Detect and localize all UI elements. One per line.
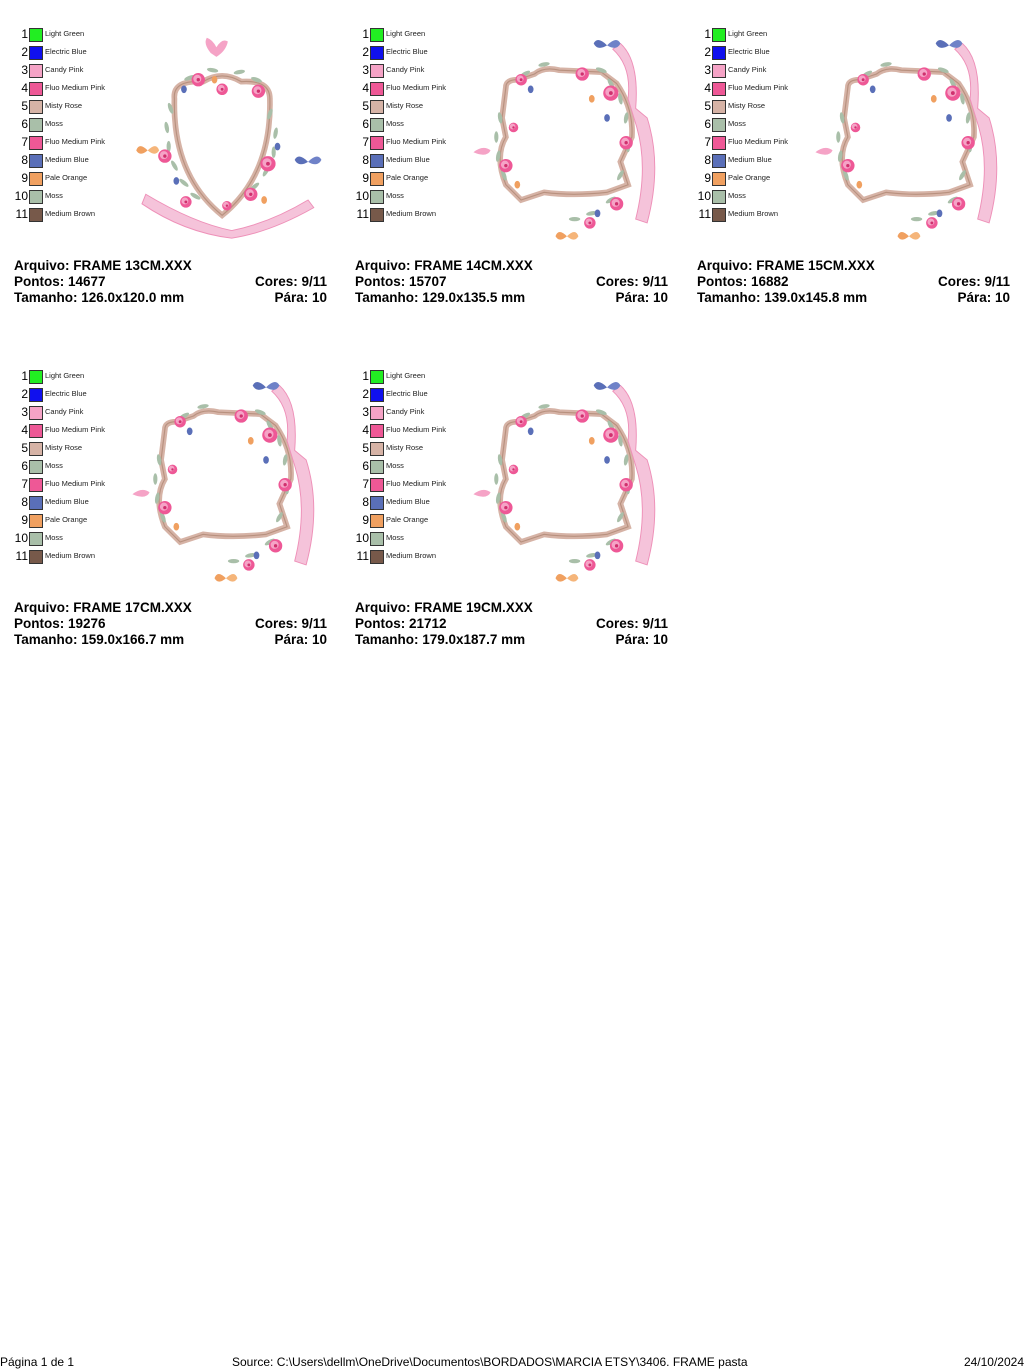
color-swatch (370, 514, 384, 528)
stop-count: Pára: 10 (274, 290, 327, 305)
palette-number: 5 (362, 441, 369, 455)
thread-color-name: Fluo Medium Pink (45, 137, 106, 146)
palette-entry (14, 404, 124, 422)
palette-number: 9 (362, 513, 369, 527)
embroidery-preview (463, 374, 669, 584)
color-count: Cores: 9/11 (254, 616, 327, 631)
thread-color-name: Electric Blue (386, 389, 428, 398)
palette-number: 11 (698, 207, 711, 221)
thread-color-name: Misty Rose (386, 101, 424, 110)
palette-number: 5 (21, 99, 28, 113)
palette-number: 8 (21, 495, 28, 509)
color-swatch (29, 478, 43, 492)
palette-number: 7 (362, 477, 369, 491)
color-swatch (712, 82, 726, 96)
palette-number: 2 (21, 387, 28, 401)
color-swatch (370, 460, 384, 474)
thread-color-name: Misty Rose (45, 443, 83, 452)
stitch-count: Pontos: 21712 (355, 616, 447, 631)
design-card (14, 26, 330, 316)
thread-color-name: Fluo Medium Pink (45, 425, 106, 434)
color-swatch (29, 82, 43, 96)
palette-number: 1 (362, 369, 369, 383)
thread-color-name: Moss (45, 533, 63, 542)
thread-color-name: Fluo Medium Pink (45, 83, 106, 92)
thread-color-name: Fluo Medium Pink (45, 479, 106, 488)
color-swatch (29, 190, 43, 204)
thread-color-name: Fluo Medium Pink (386, 479, 447, 488)
palette-number: 10 (355, 531, 369, 545)
thread-color-name: Medium Blue (386, 497, 430, 506)
color-swatch (29, 118, 43, 132)
thread-color-name: Light Green (386, 371, 426, 380)
palette-entry (697, 170, 807, 188)
palette-entry (14, 512, 124, 530)
thread-color-name: Medium Brown (45, 551, 96, 560)
color-swatch (370, 550, 384, 564)
color-swatch (29, 424, 43, 438)
thread-color-name: Light Green (45, 29, 85, 38)
palette-number: 1 (704, 27, 711, 41)
palette-number: 8 (362, 153, 369, 167)
thread-color-name: Electric Blue (386, 47, 428, 56)
design-info (355, 600, 668, 648)
thread-color-name: Electric Blue (728, 47, 770, 56)
palette-number: 8 (362, 495, 369, 509)
design-card (697, 26, 1013, 316)
embroidery-preview (463, 32, 669, 242)
palette-entry (14, 386, 124, 404)
palette-entry (697, 152, 807, 170)
source-path: Source: C:\Users\dellm\OneDrive\Documentos\BORDADOS\MARCIA ETSY\3406. FRAME pasta (232, 1355, 748, 1369)
palette-number: 4 (362, 423, 369, 437)
palette-entry (355, 512, 465, 530)
palette-entry (14, 530, 124, 548)
palette-number: 4 (704, 81, 711, 95)
thread-color-name: Moss (45, 461, 63, 470)
thread-color-name: Medium Brown (45, 209, 96, 218)
thread-color-name: Medium Blue (386, 155, 430, 164)
thread-color-name: Moss (386, 461, 404, 470)
design-size: Tamanho: 179.0x187.7 mm (355, 632, 526, 647)
stitch-count: Pontos: 15707 (355, 274, 447, 289)
color-swatch (29, 388, 43, 402)
palette-entry (14, 206, 124, 224)
palette-entry (14, 458, 124, 476)
design-card (355, 26, 671, 316)
palette-entry (14, 116, 124, 134)
palette-number: 2 (21, 45, 28, 59)
color-swatch (29, 532, 43, 546)
palette-number: 4 (362, 81, 369, 95)
thread-color-name: Medium Brown (386, 551, 437, 560)
palette-entry (14, 152, 124, 170)
palette-number: 3 (21, 405, 28, 419)
palette-number: 11 (356, 207, 369, 221)
palette-entry (355, 134, 465, 152)
color-swatch (370, 46, 384, 60)
palette-entry (14, 440, 124, 458)
embroidery-preview (122, 374, 328, 584)
thread-color-name: Candy Pink (386, 407, 425, 416)
color-count: Cores: 9/11 (595, 616, 668, 631)
thread-color-name: Pale Orange (728, 173, 771, 182)
color-swatch (712, 100, 726, 114)
thread-color-name: Fluo Medium Pink (728, 137, 789, 146)
file-name: Arquivo: FRAME 17CM.XXX (14, 600, 192, 615)
palette-number: 9 (21, 513, 28, 527)
thread-color-name: Fluo Medium Pink (386, 425, 447, 434)
color-swatch (370, 532, 384, 546)
color-swatch (712, 46, 726, 60)
color-swatch (370, 478, 384, 492)
thread-color-name: Candy Pink (45, 407, 84, 416)
color-swatch (29, 514, 43, 528)
palette-entry (697, 98, 807, 116)
thread-color-name: Medium Blue (728, 155, 772, 164)
palette-number: 2 (362, 45, 369, 59)
color-swatch (29, 46, 43, 60)
palette-entry (355, 62, 465, 80)
palette-entry (14, 44, 124, 62)
design-size: Tamanho: 139.0x145.8 mm (697, 290, 868, 305)
palette-number: 5 (704, 99, 711, 113)
color-swatch (712, 172, 726, 186)
color-swatch (370, 190, 384, 204)
palette-number: 1 (362, 27, 369, 41)
palette-number: 6 (21, 117, 28, 131)
palette-number: 2 (362, 387, 369, 401)
palette-number: 8 (704, 153, 711, 167)
palette-entry (355, 422, 465, 440)
palette-entry (697, 26, 807, 44)
palette-number: 3 (704, 63, 711, 77)
palette-number: 6 (704, 117, 711, 131)
color-count: Cores: 9/11 (595, 274, 668, 289)
palette-entry (697, 134, 807, 152)
stop-count: Pára: 10 (615, 290, 668, 305)
stop-count: Pára: 10 (957, 290, 1010, 305)
palette-entry (697, 116, 807, 134)
design-card (355, 368, 671, 658)
design-info (14, 600, 327, 648)
palette-entry (14, 476, 124, 494)
color-swatch (370, 424, 384, 438)
palette-number: 10 (697, 189, 711, 203)
color-count: Cores: 9/11 (254, 274, 327, 289)
thread-color-name: Moss (45, 119, 63, 128)
palette-number: 5 (362, 99, 369, 113)
palette-entry (355, 476, 465, 494)
palette-entry (14, 188, 124, 206)
palette-entry (355, 404, 465, 422)
color-swatch (370, 172, 384, 186)
palette-entry (14, 548, 124, 566)
color-swatch (29, 100, 43, 114)
palette-entry (355, 116, 465, 134)
palette-number: 2 (704, 45, 711, 59)
palette-entry (697, 44, 807, 62)
palette-number: 4 (21, 423, 28, 437)
palette-entry (355, 440, 465, 458)
palette-number: 3 (362, 405, 369, 419)
palette-entry (14, 494, 124, 512)
palette-entry (697, 188, 807, 206)
color-swatch (29, 136, 43, 150)
stop-count: Pára: 10 (274, 632, 327, 647)
color-swatch (29, 550, 43, 564)
thread-color-name: Moss (386, 119, 404, 128)
palette-entry (697, 62, 807, 80)
palette-entry (14, 80, 124, 98)
thread-color-name: Fluo Medium Pink (728, 83, 789, 92)
thread-color-name: Fluo Medium Pink (386, 83, 447, 92)
color-swatch (370, 100, 384, 114)
color-count: Cores: 9/11 (937, 274, 1010, 289)
thread-color-name: Light Green (728, 29, 768, 38)
palette-entry (355, 368, 465, 386)
color-swatch (370, 442, 384, 456)
color-swatch (712, 118, 726, 132)
palette-entry (355, 26, 465, 44)
color-swatch (370, 118, 384, 132)
palette-entry (14, 98, 124, 116)
thread-color-name: Pale Orange (386, 515, 429, 524)
thread-color-name: Light Green (45, 371, 85, 380)
color-swatch (29, 496, 43, 510)
palette-number: 8 (21, 153, 28, 167)
design-info (697, 258, 1010, 306)
stitch-count: Pontos: 16882 (697, 274, 789, 289)
color-swatch (370, 496, 384, 510)
design-size: Tamanho: 159.0x166.7 mm (14, 632, 185, 647)
color-swatch (370, 64, 384, 78)
palette-entry (14, 170, 124, 188)
palette-entry (697, 206, 807, 224)
color-swatch (29, 406, 43, 420)
palette-number: 11 (15, 549, 28, 563)
color-swatch (29, 442, 43, 456)
palette-entry (355, 98, 465, 116)
file-name: Arquivo: FRAME 14CM.XXX (355, 258, 533, 273)
color-swatch (712, 28, 726, 42)
color-swatch (712, 190, 726, 204)
file-name: Arquivo: FRAME 19CM.XXX (355, 600, 533, 615)
palette-entry (697, 80, 807, 98)
color-swatch (29, 28, 43, 42)
thread-color-name: Pale Orange (45, 173, 88, 182)
color-swatch (370, 136, 384, 150)
design-size: Tamanho: 129.0x135.5 mm (355, 290, 526, 305)
stitch-count: Pontos: 14677 (14, 274, 106, 289)
palette-number: 7 (362, 135, 369, 149)
color-swatch (370, 370, 384, 384)
color-swatch (370, 82, 384, 96)
thread-color-name: Medium Brown (728, 209, 779, 218)
palette-entry (14, 26, 124, 44)
color-swatch (370, 208, 384, 222)
thread-color-name: Medium Blue (45, 497, 89, 506)
thread-color-name: Light Green (386, 29, 426, 38)
palette-number: 7 (21, 477, 28, 491)
palette-number: 4 (21, 81, 28, 95)
palette-number: 11 (15, 207, 28, 221)
color-swatch (29, 154, 43, 168)
thread-color-name: Candy Pink (386, 65, 425, 74)
stop-count: Pára: 10 (615, 632, 668, 647)
palette-entry (355, 80, 465, 98)
color-swatch (370, 154, 384, 168)
color-swatch (370, 28, 384, 42)
thread-color-name: Pale Orange (386, 173, 429, 182)
palette-number: 7 (704, 135, 711, 149)
color-swatch (29, 460, 43, 474)
palette-number: 5 (21, 441, 28, 455)
color-swatch (370, 406, 384, 420)
palette-number: 3 (362, 63, 369, 77)
color-swatch (712, 136, 726, 150)
thread-color-name: Medium Brown (386, 209, 437, 218)
design-info (14, 258, 327, 306)
color-swatch (29, 172, 43, 186)
palette-number: 10 (355, 189, 369, 203)
palette-entry (14, 368, 124, 386)
palette-number: 11 (356, 549, 369, 563)
palette-number: 6 (362, 117, 369, 131)
palette-number: 9 (704, 171, 711, 185)
thread-color-name: Misty Rose (386, 443, 424, 452)
color-swatch (29, 208, 43, 222)
embroidery-preview (122, 32, 328, 242)
palette-number: 10 (14, 189, 28, 203)
color-swatch (370, 388, 384, 402)
color-swatch (712, 154, 726, 168)
palette-entry (14, 422, 124, 440)
thread-color-name: Moss (728, 119, 746, 128)
thread-color-name: Pale Orange (45, 515, 88, 524)
palette-number: 3 (21, 63, 28, 77)
palette-number: 7 (21, 135, 28, 149)
thread-color-name: Candy Pink (45, 65, 84, 74)
thread-color-name: Moss (386, 191, 404, 200)
palette-entry (14, 134, 124, 152)
color-swatch (712, 64, 726, 78)
palette-entry (355, 188, 465, 206)
palette-number: 1 (21, 27, 28, 41)
design-card (14, 368, 330, 658)
print-date: 24/10/2024 (963, 1355, 1024, 1369)
thread-color-name: Moss (45, 191, 63, 200)
thread-color-name: Medium Blue (45, 155, 89, 164)
palette-entry (355, 152, 465, 170)
thread-color-name: Electric Blue (45, 389, 87, 398)
palette-entry (355, 494, 465, 512)
palette-entry (355, 206, 465, 224)
palette-entry (355, 548, 465, 566)
page-number: Página 1 de 1 (0, 1355, 75, 1369)
thread-color-name: Moss (386, 533, 404, 542)
palette-number: 1 (21, 369, 28, 383)
palette-entry (355, 530, 465, 548)
thread-color-name: Electric Blue (45, 47, 87, 56)
palette-entry (355, 44, 465, 62)
palette-number: 9 (21, 171, 28, 185)
thread-color-name: Misty Rose (45, 101, 83, 110)
thread-color-name: Fluo Medium Pink (386, 137, 447, 146)
palette-entry (355, 386, 465, 404)
design-size: Tamanho: 126.0x120.0 mm (14, 290, 185, 305)
thread-color-name: Moss (728, 191, 746, 200)
color-swatch (712, 208, 726, 222)
palette-number: 6 (21, 459, 28, 473)
palette-entry (355, 170, 465, 188)
palette-entry (355, 458, 465, 476)
embroidery-preview (805, 32, 1011, 242)
palette-number: 10 (14, 531, 28, 545)
file-name: Arquivo: FRAME 15CM.XXX (697, 258, 875, 273)
design-info (355, 258, 668, 306)
thread-color-name: Candy Pink (728, 65, 767, 74)
palette-number: 6 (362, 459, 369, 473)
color-swatch (29, 64, 43, 78)
stitch-count: Pontos: 19276 (14, 616, 106, 631)
palette-entry (14, 62, 124, 80)
color-swatch (29, 370, 43, 384)
palette-number: 9 (362, 171, 369, 185)
thread-color-name: Misty Rose (728, 101, 766, 110)
file-name: Arquivo: FRAME 13CM.XXX (14, 258, 192, 273)
